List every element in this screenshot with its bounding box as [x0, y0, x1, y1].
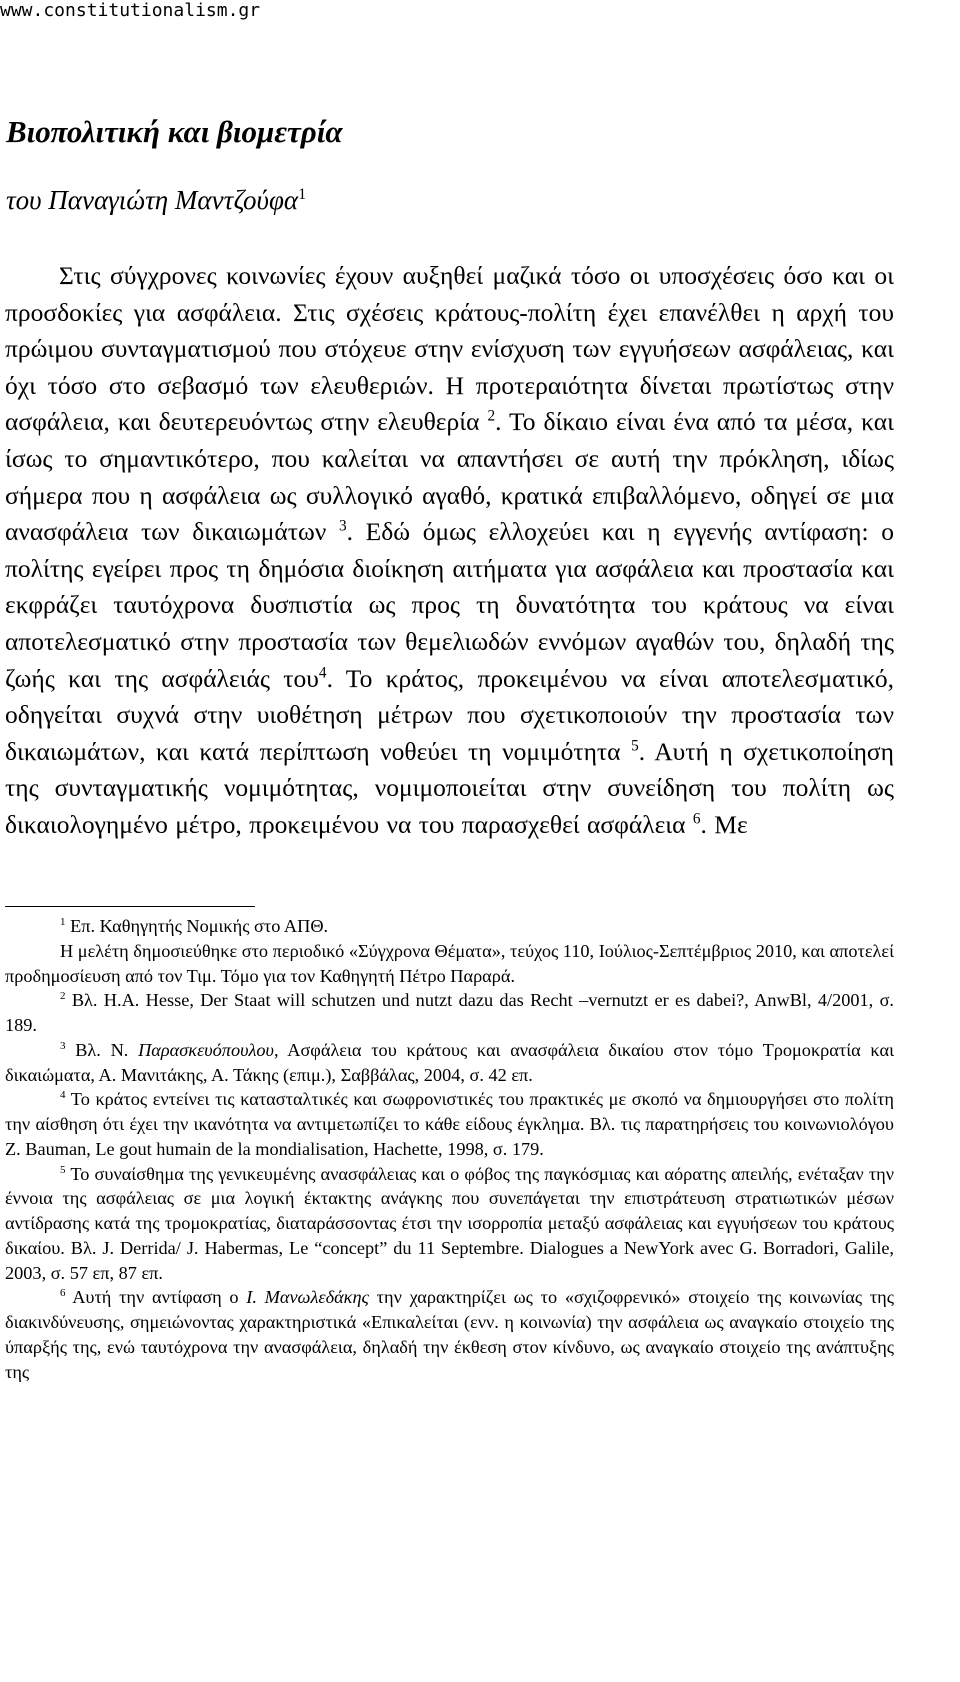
footnote-4	[5, 1087, 894, 1161]
footnote-text: Επ. Καθηγητής Νομικής στο ΑΠΘ.	[70, 916, 329, 936]
footnote-ref-5: 5	[631, 737, 639, 755]
footnote-number: 3	[60, 1039, 66, 1052]
footnote-1-continued	[5, 939, 894, 989]
footnotes	[5, 914, 894, 1384]
body-sentence-1: Στις σύγχρονες κοινωνίες έχουν αυξηθεί μαζικά τόσο οι υποσχέσεις όσο και οι προσδοκίες για ασφάλεια. Στις σχέσεις κράτους-πολίτη έχει επανέλθει η αρχή του πρώιμου συνταγματισμού που στόχευε στην ενίσχυση των εγγυήσεων ασφάλειας, και όχι τόσο στο σεβασμό των ελευθεριών. Η προτεραιότητα δίνεται πρωτίστως στην ασφάλεια, και δευτερευόντως στην ελευθερία	[5, 261, 894, 437]
body-sentence-6: . Με	[700, 809, 748, 839]
footnote-ref-2: 2	[487, 407, 496, 425]
body-sentence-3: . Εδώ όμως ελλοχεύει και η εγγενής αντίφαση: ο πολίτης εγείρει προς τη δημόσια διοίκηση αιτήματα για ασφάλεια και προστασία και εκφράζει ταυτόχρονα δυσπιστία ως προς τη δυνατότητα του κράτους να είναι αποτελεσματικό στην προστασία των θεμελιωδών εννόμων αγαθών του, δηλαδή της ζωής και της ασφάλειάς του	[5, 517, 894, 693]
footnote-text: , Ασφάλεια του κράτους και ανασφάλεια δικαίου στον τόμο Τρομοκρατία και δικαιώματα, Α. Μανιτάκης, Α. Τάκης (επιμ.), Σαββάλας, 2004, σ. 42 επ.	[5, 1039, 894, 1085]
body-paragraph	[5, 258, 894, 844]
body-sentence-5: . Αυτή η σχετικοποίηση της συνταγματικής νομιμότητας, νομιμοποιείται στην συνείδηση του πολίτη ως δικαιολογημένο μέτρο, προκειμένου να του παρασχεθεί ασφάλεια	[5, 736, 894, 839]
footnote-number: 1	[60, 915, 66, 928]
author-name: του Παναγιώτη Μαντζούφα	[6, 185, 299, 215]
body-sentence-4: . Το κράτος, προκειμένου να είναι αποτελεσματικό, οδηγείται συχνά στην υιοθέτηση μέτρων που σχετικοποιούν την προστασία των δικαιωμάτων, και κατά περίπτωση νοθεύει τη νομιμότητα	[5, 663, 895, 766]
footnote-ref-1: 1	[298, 185, 307, 203]
footnote-number: 2	[60, 990, 66, 1003]
footnote-ref-3: 3	[339, 517, 347, 535]
footnote-separator	[5, 906, 255, 907]
footnote-text: Η μελέτη δημοσιεύθηκε στο περιοδικό «Σύγχρονα Θέματα», τεύχος 110, Ιούλιος-Σεπτέμβριος 2010, και αποτελεί προδημοσίευση από τον Τιμ. Τόμο για τον Καθηγητή Πέτρο Παραρά.	[5, 940, 894, 986]
article-author	[6, 182, 306, 218]
footnote-text: την χαρακτηρίζει ως το «σχιζοφρενικό» στοιχείο της κοινωνίας της διακινδύνευσης, σημειώνοντας χαρακτηριστικά «Επικαλείται (ενν. η κοινωνία) την ασφάλεια ως αναγκαίο στοιχείο της ύπαρξής της, ενώ ταυτόχρονα την ανασφάλεια, δηλαδή την έκθεση στον κίνδυνο, ως αναγκαίο στοιχείο της ανάπτυξης της	[5, 1287, 894, 1382]
footnote-5	[5, 1162, 894, 1286]
footnote-number: 4	[60, 1089, 66, 1102]
site-url: www.constitutionalism.gr	[0, 0, 261, 21]
footnote-text: Βλ. H.A. Hesse, Der Staat will schutzen und nutzt dazu das Recht –vernutzt er es dabei?, AnwBl, 4/2001, σ. 189.	[5, 990, 894, 1035]
body-sentence-2: . Το δίκαιο είναι ένα από τα μέσα, και ίσως το σημαντικότερο, που καλείται να απαντήσει σε αυτή την πρόκληση, ιδίως σήμερα που η ασφάλεια ως συλλογικό αγαθό, κρατικά επιβαλλόμενο, οδηγεί σε μια ανασφάλεια των δικαιωμάτων	[5, 407, 894, 547]
footnote-text-prefix: Αυτή την αντίφαση ο	[72, 1287, 247, 1308]
footnote-3	[5, 1038, 894, 1088]
footnote-ref-6: 6	[692, 810, 701, 828]
footnote-text-prefix: Βλ. Ν.	[75, 1039, 139, 1060]
footnote-2	[5, 988, 894, 1038]
footnote-1	[5, 914, 894, 939]
footnote-ref-4: 4	[318, 664, 327, 682]
footnote-6	[5, 1285, 894, 1384]
footnote-text: Το κράτος εντείνει τις κατασταλτικές και σωφρονιστικές του πρακτικές με σκοπό να δημιουργήσει στο πολίτη την αίσθηση ότι έχει την ικανότητα να αντιμετωπίζει το κάθε είδους έγκλημα. Βλ. τις παρατηρήσεις του κοινωνιολόγου Z. Bauman, Le gout humain de la mondialisation, Hachette, 1998, σ. 179.	[5, 1089, 894, 1159]
footnote-author-name: Ι. Μανωλεδάκης	[246, 1287, 369, 1308]
article-title: Βιοπολιτική και βιομετρία	[6, 114, 343, 149]
footnote-number: 5	[60, 1163, 66, 1176]
footnote-text: Το συναίσθημα της γενικευμένης ανασφάλειας και ο φόβος της παγκόσμιας και αόρατης απειλής, ενέταξαν την έννοια της ασφάλειας σε μια λογική έκτακτης ανάγκης που συνεπάγεται την επιστράτευση στρατιωτικών μέσων αντίδρασης κατά της τρομοκρατίας, διαταράσσοντας έτσι την ισορροπία μεταξύ ασφάλειας και εγγυήσεων του κράτους δικαίου. Βλ. J. Derrida/ J. Habermas, Le “concept” du 11 Septembre. Dialogues a NewYork avec G. Borradori, Galile, 2003, σ. 57 επ, 87 επ.	[5, 1163, 894, 1283]
footnote-number: 6	[60, 1287, 66, 1300]
footnote-author-name: Παρασκευόπουλου	[138, 1039, 274, 1060]
